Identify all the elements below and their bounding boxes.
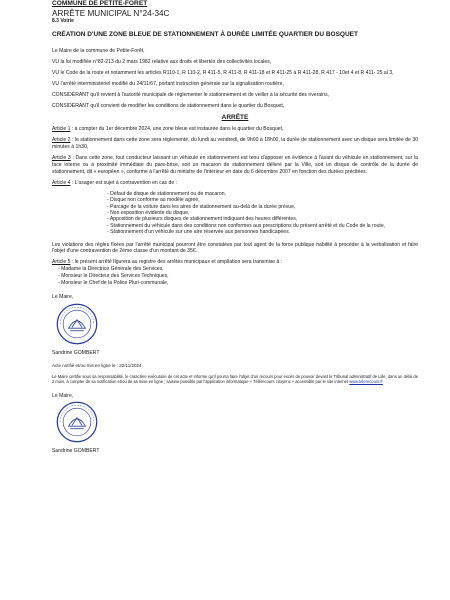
article-5 — [52, 259, 418, 266]
list-item: - Parcage de la voiture dans les aires de stationnement au-delà de la durée prévue, — [107, 204, 418, 210]
document-title: CRÉATION D'UNE ZONE BLEUE DE STATIONNEMENT À DURÉE LIMITÉE QUARTIER DU BOSQUET — [52, 31, 358, 38]
article-1-text: : à compter du 1er décembre 2024, une zone bleue est instaurée dans le quartier du Bosquet, — [70, 126, 284, 133]
document-page — [52, 0, 418, 455]
arrete-number: ARRÊTE MUNICIPAL N°24-34C — [52, 9, 170, 18]
preamble-vu-2: VU le Code de la route et notamment les articles R110-1, R 110-2, R 411-5, R 411-8, R 411-18 et R 411-25 à R 411-28, R 417 - 10et 4 et R 411- 25 al 3, — [52, 69, 394, 76]
preamble-considerant-2: CONSIDÉRANT qu'il convient de modifier les conditions de stationnement dans le quartier du Bosquet, — [52, 102, 285, 109]
signature-label: Le Maire, — [52, 293, 74, 300]
article-5-label: Article 5 — [52, 259, 71, 266]
preamble-vu-3: VU l'arrêté interministériel modifié du 24/11/67, portant instruction générale sur la signalisation routière, — [52, 80, 284, 87]
list-item: - Stationnement du véhicule dans des conditions non conformes aux prescriptions du présent arrêté et du Code de la route, — [107, 223, 418, 229]
preamble-considerant-1: CONSIDÉRANT qu'il revient à l'autorité municipale de réglementer le stationnement et de veiller à la sécurité des riverains, — [52, 91, 330, 98]
article-3 — [52, 155, 418, 176]
mayor-name: Sandrine GOMBERT — [52, 448, 100, 455]
article-1-label: Article 1 — [52, 126, 71, 133]
recipient: - Madame la Directrice Générale des Services, — [58, 266, 164, 273]
mairie-seal-icon — [56, 401, 98, 443]
list-item: - Disque non conforme au modèle agréé, — [107, 197, 418, 203]
list-item: - Apposition de plusieurs disques de stationnement indiquant des heures différentes, — [107, 216, 418, 222]
article-3-text: : Dans cette zone, tout conducteur laissant un véhicule en stationnement est tenu d'apposer en évidence à l'avant du véhicule en stationnement, sur la face interne ou à proximité immédiate du pare-brise, soit un macaron de stationnement délivré par la Ville, soit un disque de contrôle de la durée de stationnement, dit « européen », conforme à l'arrêté du ministre de l'intérieur en date du 6 décembre 2007 en fonction des durées précitées. — [52, 155, 418, 175]
section-label: 8.3 Voirie — [52, 18, 74, 24]
preamble-vu-1: VU la loi modifiée n°82-213 du 2 mars 1982 relative aux droits et libertés des collectivités locales, — [52, 58, 272, 65]
infractions-list — [107, 191, 418, 236]
violations-paragraph: Les violations des règles fixées par l'arrêté municipal pourront être constatées par tout agent de la force publique habilité à procéder à la verbalisation et faire l'objet d'une contravention de 2ème classe d'un montant de 35€. — [52, 241, 418, 255]
article-4 — [52, 180, 418, 187]
recipient: - Monsieur le Directeur des Services Techniques, — [58, 273, 169, 280]
mayor-name: Sandrine GOMBERT — [52, 349, 100, 356]
article-4-text: : L'usager est sujet à contravention en cas de : — [70, 179, 177, 186]
commune-name: COMMUNE DE PETITE-FORET — [52, 0, 148, 7]
legal-notice — [52, 374, 418, 385]
telerecours-link[interactable]: www.telerecours.fr — [349, 379, 383, 385]
recipient: - Monsieur le Chef de la Police Pluri-communale, — [58, 280, 169, 287]
list-item: - Défaut de disque de stationnement ou de macaron, — [107, 191, 418, 197]
article-1 — [52, 126, 418, 133]
preamble-intro: Le Maire de la commune de Petite-Forêt, — [52, 48, 145, 54]
article-2-label: Article 2 — [52, 137, 71, 144]
list-item: - Non exposition évidente du disque, — [107, 210, 418, 216]
arrete-heading: ARRÊTE — [221, 114, 249, 122]
article-4-label: Article 4 — [52, 179, 71, 186]
signature-label: Le Maire, — [52, 392, 74, 399]
notification-date: Acte notifié et/ou mis en ligne le : 22/11/2024 — [52, 362, 142, 368]
article-2 — [52, 137, 418, 151]
legal-text: Le Maire certifie sous sa responsabilité, le caractère exécutoire de cet acte et informe qu'il pourra faire l'objet d'un recours pour excès de pouvoir devant le Tribunal administratif de Lille, dans un délai de 2 mois, à compter de sa notification et/ou de sa mise en ligne ; saisine possible par l'application informatique « Télérecours citoyens » accessible par le site internet — [52, 373, 418, 385]
article-5-text: : le présent arrêté figurera au registre des arrêtés municipaux et ampliation sera transmise à : — [70, 259, 283, 266]
article-3-label: Article 3 — [52, 155, 71, 162]
article-2-text: : le stationnement dans cette zone sera réglementé, du lundi au vendredi, de 9h00 à 18h00, la durée de stationnement avec un disque sera limitée de 30 minutes à 1h30, — [52, 137, 418, 151]
list-item: - Stationnement d'un véhicule sur une aire réservée aux personnes handicapées. — [107, 229, 418, 235]
mairie-seal-icon — [56, 303, 98, 345]
